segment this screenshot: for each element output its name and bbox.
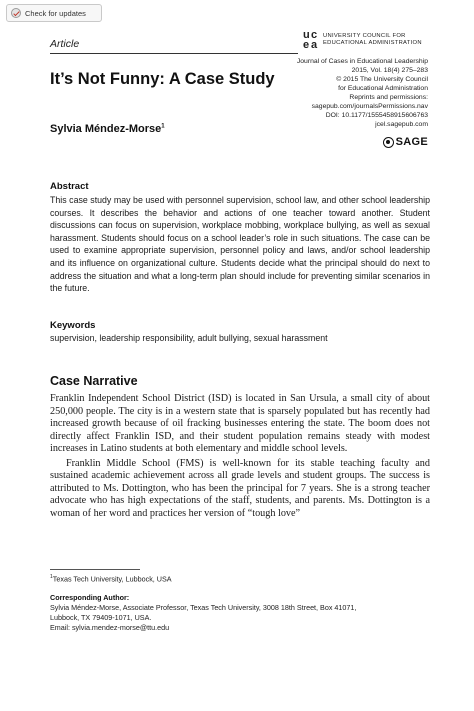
check-for-updates-badge[interactable] [6, 4, 102, 22]
footnote-text: Texas Tech University, Lubbock, USA [52, 574, 172, 584]
reprints-label: Reprints and permissions: [349, 94, 428, 101]
journal-name: Journal of Cases in Educational Leadership [296, 58, 428, 65]
keywords-text: supervision, leadership responsibility, adult bullying, sexual harassment [50, 333, 328, 343]
ucea-letter-c: c [311, 29, 318, 41]
author-name: Sylvia Méndez-Morse [50, 123, 162, 135]
journal-volume: 2015, Vol. 18(4) 275–283 [351, 67, 428, 74]
ucea-letter-a: a [311, 39, 318, 51]
journal-info [228, 57, 428, 129]
case-narrative-body [50, 393, 430, 520]
abstract-heading: Abstract [50, 181, 89, 192]
article-type-label: Article [50, 38, 80, 50]
keywords-heading: Keywords [50, 320, 96, 331]
narrative-paragraph: Franklin Independent School District (ISD) is located in San Ursula, a small city of about 250,000 people. The city is in a western state that is sparsely populated but has recently had increased growth because of oil fracking businesses entering the state. The boom does not directly affect Franklin ISD, and their student population remains steady with modest increases in Latino students at both elementary and middle school levels. [50, 393, 430, 454]
checkmark-icon [11, 8, 21, 18]
author-affiliation-mark: 1 [161, 123, 165, 130]
journal-site-link[interactable]: jcel.sagepub.com [375, 121, 428, 128]
copyright-holder: for Educational Administration [338, 85, 428, 92]
footnote-divider [50, 569, 140, 570]
article-title: It’s Not Funny: A Case Study [50, 70, 275, 88]
ucea-logo-block [303, 30, 422, 50]
corresponding-address-line-1: Sylvia Méndez-Morse, Associate Professor, Texas Tech University, 3008 18th Street, Box 41071, [50, 603, 357, 612]
ucea-name-line-1: UNIVERSITY COUNCIL FOR [323, 32, 406, 39]
corresponding-email[interactable]: Email: sylvia.mendez-morse@ttu.edu [50, 623, 170, 632]
ucea-organization-name [323, 33, 422, 48]
narrative-paragraph: Franklin Middle School (FMS) is well-known for its stable teaching faculty and sustained academic achievement across all grade levels and student groups. The success is attributed to Ms. Dottington, who has been the principal for 7 years. She is a strong teacher advocate who has high expectations of the staff, students, and parents. Ms. Dottington is a woman of her word and practices her version of “tough love” [50, 457, 430, 519]
header-divider [50, 53, 298, 54]
doi-link[interactable]: DOI: 10.1177/1555458915606763 [325, 112, 428, 119]
author-line [50, 123, 165, 135]
copyright-line: © 2015 The University Council [336, 76, 428, 83]
affiliation-footnote [50, 574, 172, 583]
corresponding-author-heading: Corresponding Author: [50, 593, 130, 602]
ucea-name-line-2: EDUCATIONAL ADMINISTRATION [323, 40, 422, 46]
corresponding-author-details [50, 603, 430, 633]
case-narrative-heading: Case Narrative [50, 374, 138, 388]
permissions-link[interactable]: sagepub.com/journalsPermissions.nav [311, 103, 428, 110]
corresponding-address-line-2: Lubbock, TX 79409-1071, USA. [50, 613, 152, 622]
ucea-logo [303, 30, 319, 50]
ucea-letter-e: e [303, 39, 310, 51]
footnote-mark: 1 [50, 574, 53, 580]
sage-logo [383, 136, 428, 148]
abstract-text: This case study may be used with personnel supervision, school law, and other school leadership courses. It describes the behavior and actions of one teacher toward another. Student discussions can focus on supervision, workplace mobbing, workplace bullying, as well as sexual harassment. Students should focus on a school leader’s role in such situations. The case can be used to examine appropriate supervision, personnel policy and laws, and/or school leadership and its influence on organizational culture. Students decide what the principal should do next to address the situation and what a long-term plan should include for preventing similar scenarios in the future. [50, 195, 430, 294]
check-for-updates-label: Check for updates [25, 8, 86, 18]
sage-wordmark: SAGE [395, 136, 428, 148]
sage-icon [383, 137, 394, 148]
ucea-letter-u: u [303, 29, 310, 41]
